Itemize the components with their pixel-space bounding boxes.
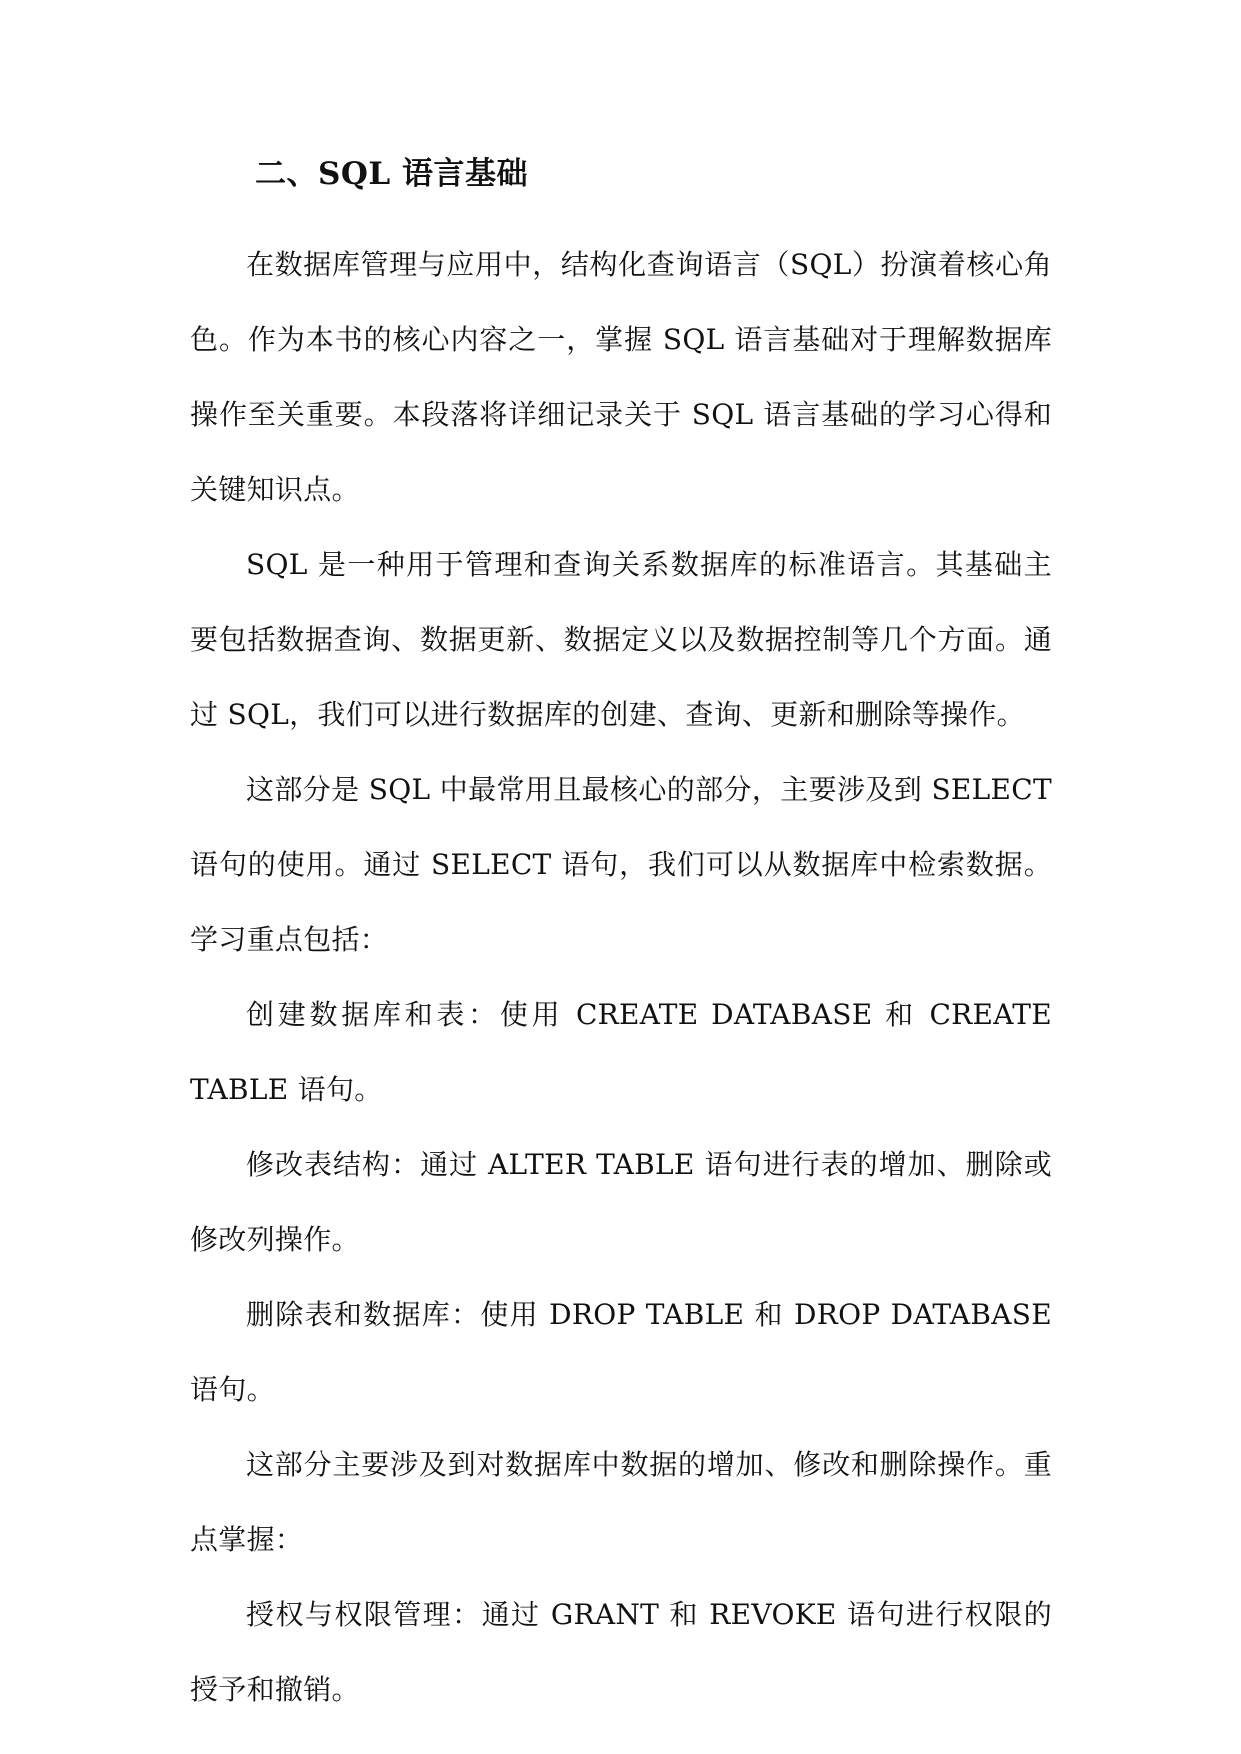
paragraph-drop-table: 删除表和数据库：使用 DROP TABLE 和 DROP DATABASE 语句。: [190, 1298, 1052, 1406]
paragraph-alter-table: 修改表结构：通过 ALTER TABLE 语句进行表的增加、删除或修改列操作。: [190, 1148, 1052, 1256]
body-text: [190, 227, 1052, 1727]
paragraph-select-query: 这部分是 SQL 中最常用且最核心的部分，主要涉及到 SELECT 语句的使用。通过 SELECT 语句，我们可以从数据库中检索数据。学习重点包括：: [190, 773, 1052, 956]
section-heading: 二、SQL 语言基础: [255, 156, 528, 192]
paragraph-create-db: 创建数据库和表：使用 CREATE DATABASE 和 CREATE TABLE 语句。: [190, 998, 1052, 1106]
paragraph-sql-definition: SQL 是一种用于管理和查询关系数据库的标准语言。其基础主要包括数据查询、数据更新、数据定义以及数据控制等几个方面。通过 SQL，我们可以进行数据库的创建、查询、更新和删除等操作。: [190, 548, 1052, 731]
paragraph-sql-intro: 在数据库管理与应用中，结构化查询语言（SQL）扮演着核心角色。作为本书的核心内容之一，掌握 SQL 语言基础对于理解数据库操作至关重要。本段落将详细记录关于 SQL 语言基础的学习心得和关键知识点。: [190, 248, 1052, 506]
paragraph-grant-revoke: 授权与权限管理：通过 GRANT 和 REVOKE 语句进行权限的授予和撤销。: [190, 1598, 1052, 1706]
paragraph-data-manipulation: 这部分主要涉及到对数据库中数据的增加、修改和删除操作。重点掌握：: [190, 1448, 1052, 1556]
